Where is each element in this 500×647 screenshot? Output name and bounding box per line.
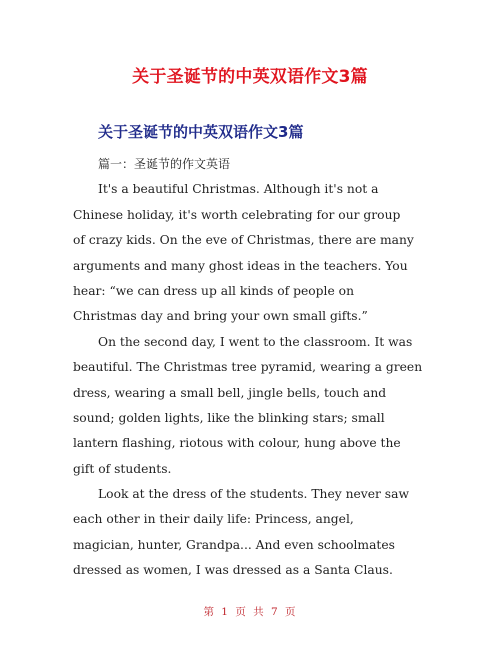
paragraph-line: On the second day, I went to the classroom. It was xyxy=(98,334,413,349)
paragraph-line: each other in their daily life: Princess, angel, xyxy=(73,512,354,527)
paragraph-line: Christmas day and bring your own small gifts.” xyxy=(73,309,368,324)
document-title: 关于圣诞节的中英双语作文3篇 xyxy=(132,67,368,87)
paragraph-line: Chinese holiday, it's worth celebrating for our group xyxy=(73,207,401,222)
paragraph-line: dressed as women, I was dressed as a Santa Claus. xyxy=(73,563,393,578)
section-heading: 篇一：圣诞节的作文英语 xyxy=(98,157,231,171)
paragraph-line: beautiful. The Christmas tree pyramid, wearing a green xyxy=(73,360,423,375)
page-footer: 第 1 页 共 7 页 xyxy=(203,606,297,618)
document-body xyxy=(73,152,433,584)
paragraph-line: arguments and many ghost ideas in the teachers. You xyxy=(73,258,408,273)
paragraph-line: It's a beautiful Christmas. Although it's not a xyxy=(98,182,379,197)
paragraph-line: of crazy kids. On the eve of Christmas, there are many xyxy=(73,233,414,248)
paragraph-2 xyxy=(73,330,433,482)
paragraph-line: Look at the dress of the students. They never saw xyxy=(98,487,409,502)
paragraph-line: sound; golden lights, like the blinking stars; small xyxy=(73,410,385,425)
paragraph-line: dress, wearing a small bell, jingle bells, touch and xyxy=(73,385,387,400)
paragraph-line: hear: “we can dress up all kinds of people on xyxy=(73,283,354,298)
paragraph-1 xyxy=(73,177,433,329)
paragraph-line: lantern flashing, riotous with colour, hung above the xyxy=(73,436,401,451)
paragraph-line: magician, hunter, Grandpa... And even schoolmates xyxy=(73,537,395,552)
paragraph-line: gift of students. xyxy=(73,461,172,476)
document-subtitle: 关于圣诞节的中英双语作文3篇 xyxy=(98,123,304,141)
paragraph-3 xyxy=(73,482,433,584)
